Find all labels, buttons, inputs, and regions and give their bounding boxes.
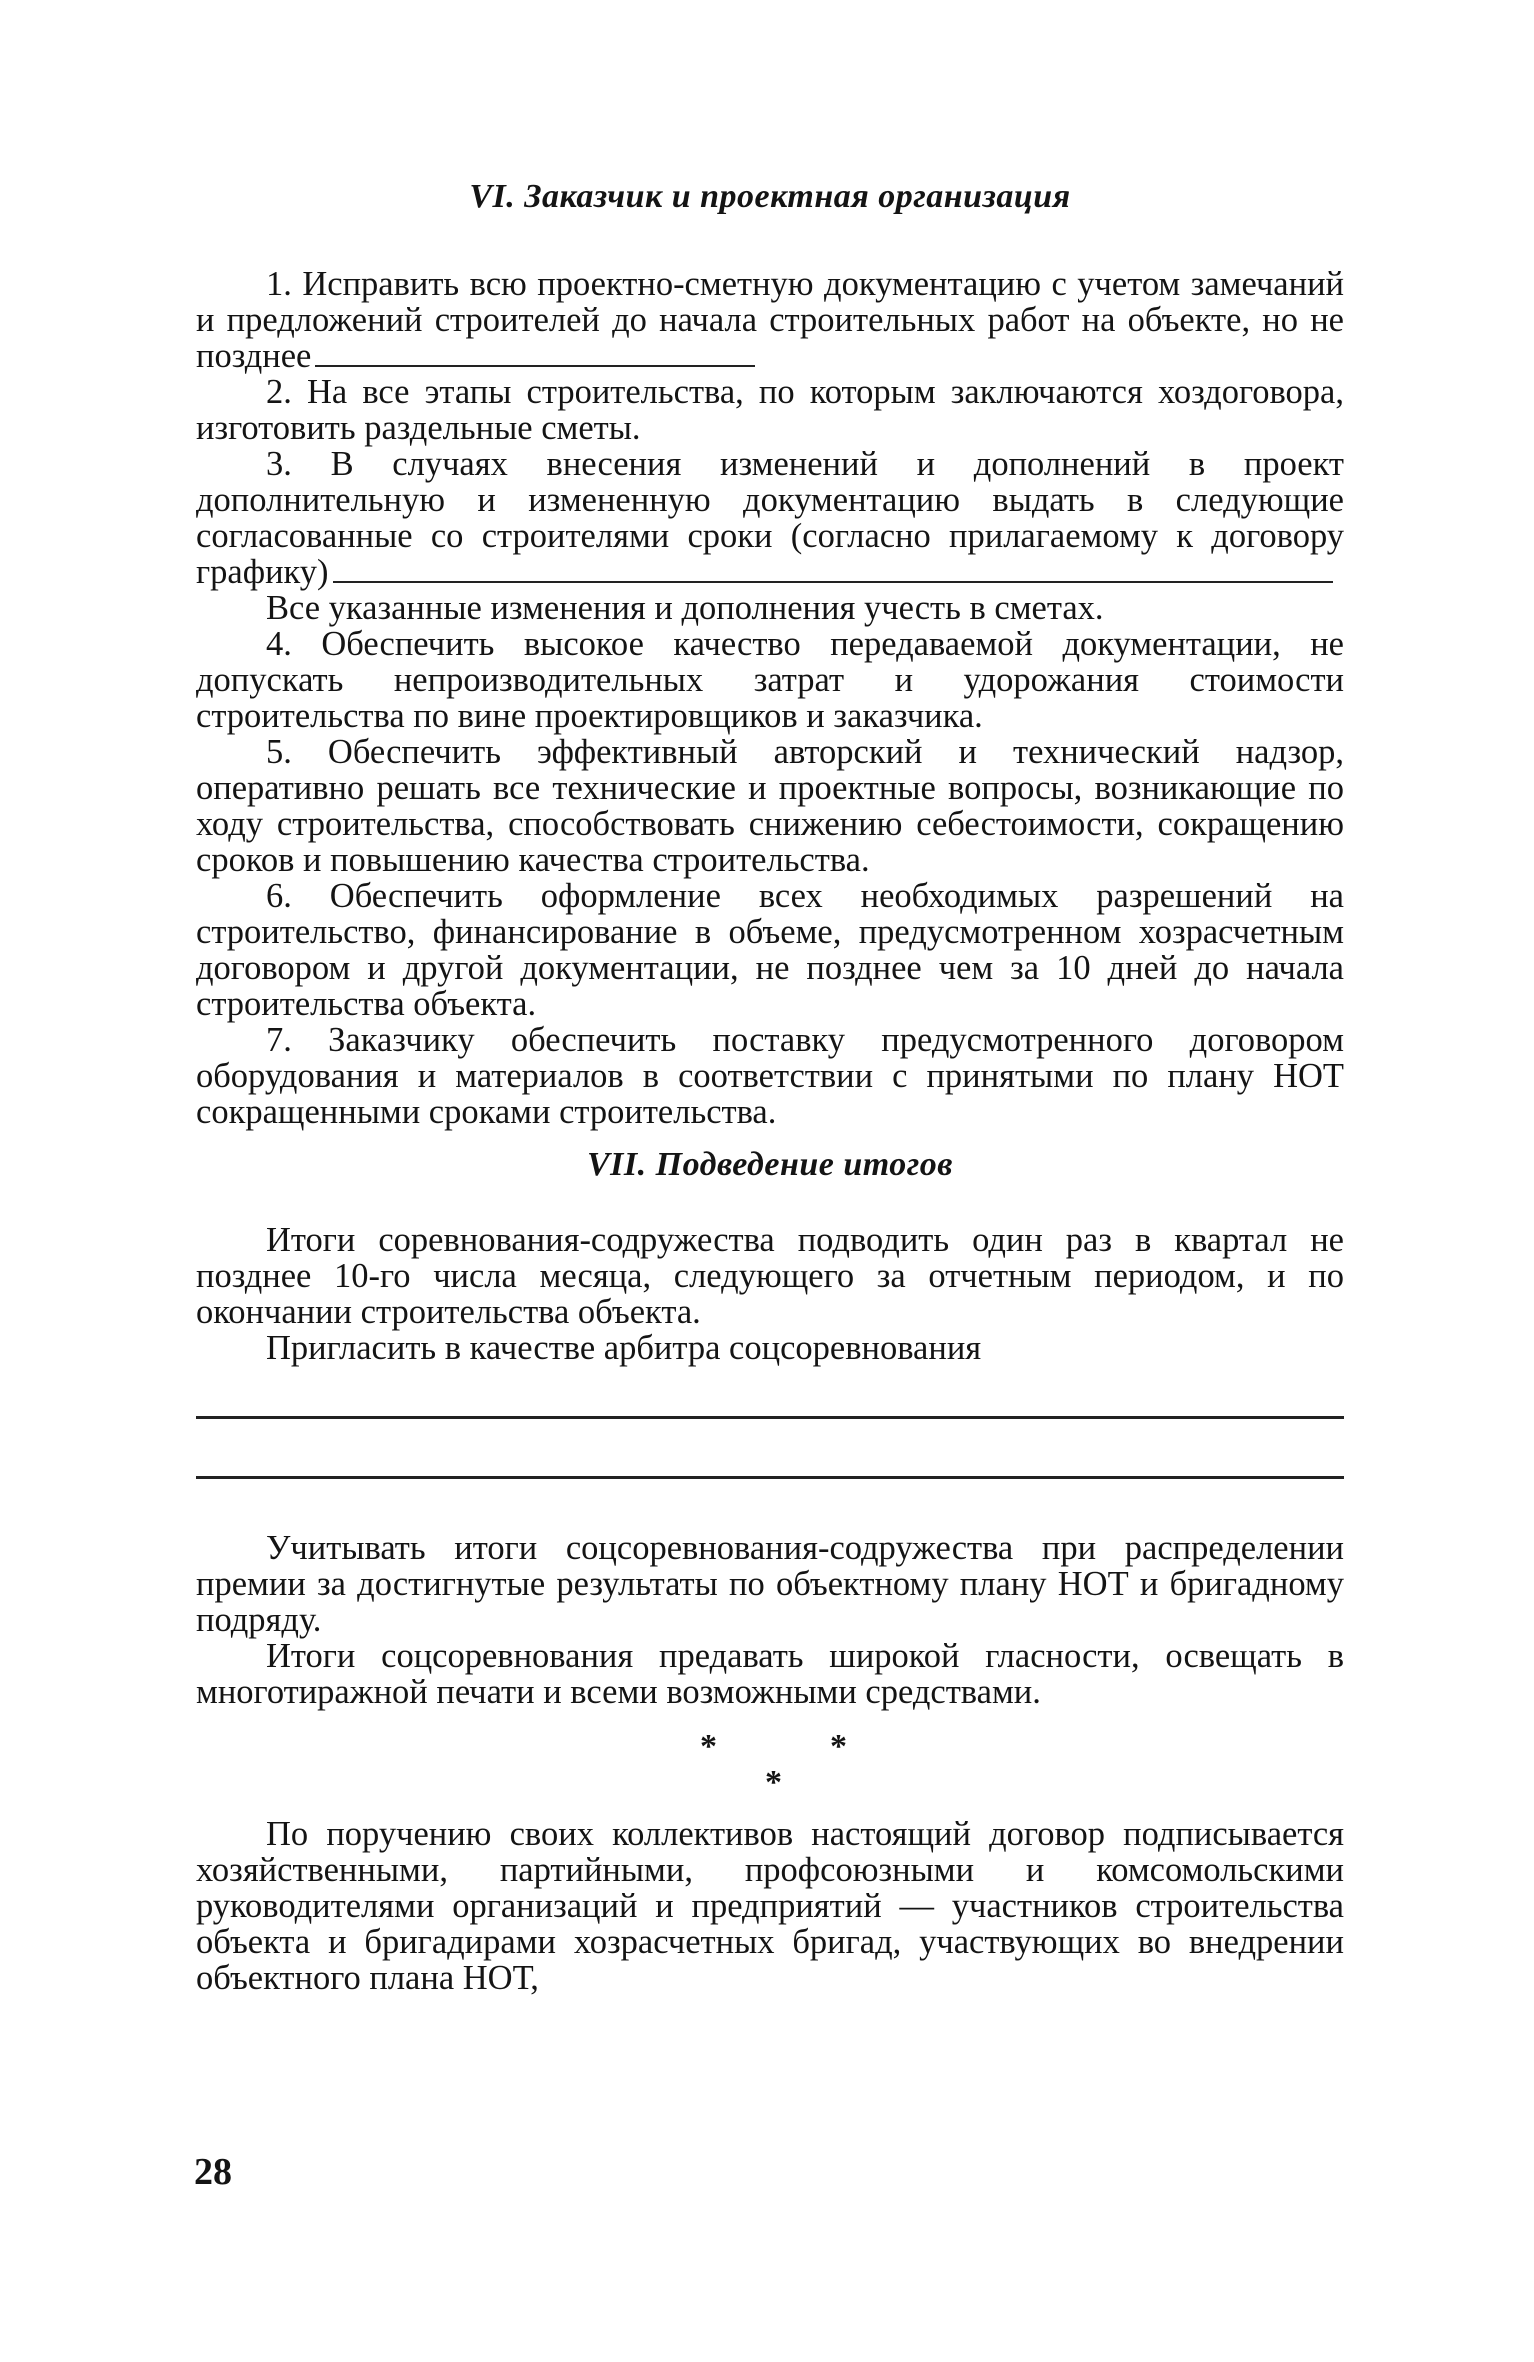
section-6-item-3: 3. В случаях внесения изменений и дополнений в проект дополнительную и измененную документацию выдать в следующие согласованные со строителями сроки (согласно прилагаемому к договору графику) xyxy=(196,445,1344,591)
section-6-item-4: 4. Обеспечить высокое качество передаваемой документации, не допускать непроизводительных затрат и удорожания стоимости строительства по вине проектировщиков и заказчика. xyxy=(196,625,1344,735)
page-number: 28 xyxy=(194,2151,232,2193)
section-6-item-5: 5. Обеспечить эффективный авторский и технический надзор, оперативно решать все технические и проектные вопросы, возникающие по ходу строительства, способствовать снижению себестоимости, сокращению сроков и повышению качества строительства. xyxy=(196,733,1344,879)
section-7-para-3: Учитывать итоги соцсоревнования-содружества при распределении премии за достигнутые результаты по объектному плану НОТ и бригадному подряду. xyxy=(196,1529,1344,1639)
section-6-heading: VI. Заказчик и проектная организация xyxy=(469,178,1071,215)
closing-section xyxy=(196,1816,1344,1996)
section-7-para-4: Итоги соцсоревнования предавать широкой гласности, освещать в многотиражной печати и всеми возможными средствами. xyxy=(196,1637,1344,1711)
blank-fill-line xyxy=(315,363,755,367)
section-6-body xyxy=(196,266,1344,1130)
section-6-item-7: 7. Заказчику обеспечить поставку предусмотренного договором оборудования и материалов в соответствии с принятыми по плану НОТ сокращенными сроками строительства. xyxy=(196,1021,1344,1131)
section-6-item-1: 1. Исправить всю проектно-сметную документацию с учетом замечаний и предложений строителей до начала строительных работ на объекте, но не позднее xyxy=(196,265,1344,375)
blank-fill-line xyxy=(333,579,1333,583)
closing-paragraph: По поручению своих коллективов настоящий договор подписывается хозяйственными, партийными, профсоюзными и комсомольскими руководителями организаций и предприятий — участников строительства объекта и бригадирами хозрасчетных бригад, участвующих во внедрении объектного плана НОТ, xyxy=(196,1815,1344,1997)
arbiter-blank-line-1 xyxy=(196,1416,1344,1419)
section-7-heading: VII. Подведение итогов xyxy=(586,1146,953,1183)
section-6-note: Все указанные изменения и дополнения учесть в сметах. xyxy=(266,589,1104,627)
section-7 xyxy=(196,1146,1344,1184)
asterisk: * xyxy=(700,1728,717,1765)
section-6 xyxy=(196,178,1344,216)
section-7-para-2: Пригласить в качестве арбитра соцсоревнования xyxy=(266,1329,982,1367)
section-7-body xyxy=(196,1222,1344,1366)
asterisk: * xyxy=(830,1728,847,1765)
section-7-body-continued xyxy=(196,1530,1344,1710)
section-6-item-2: 2. На все этапы строительства, по которым заключаются хоздоговора, изготовить раздельные сметы. xyxy=(196,373,1344,447)
arbiter-blank-line-2 xyxy=(196,1476,1344,1479)
section-7-para-1: Итоги соревнования-содружества подводить один раз в квартал не позднее 10-го числа месяца, следующего за отчетным периодом, и по окончании строительства объекта. xyxy=(196,1221,1344,1331)
section-6-item-6: 6. Обеспечить оформление всех необходимых разрешений на строительство, финансирование в объеме, предусмотренном хозрасчетным договором и другой документации, не позднее чем за 10 дней до начала строительства объекта. xyxy=(196,877,1344,1023)
asterisk: * xyxy=(765,1764,782,1801)
